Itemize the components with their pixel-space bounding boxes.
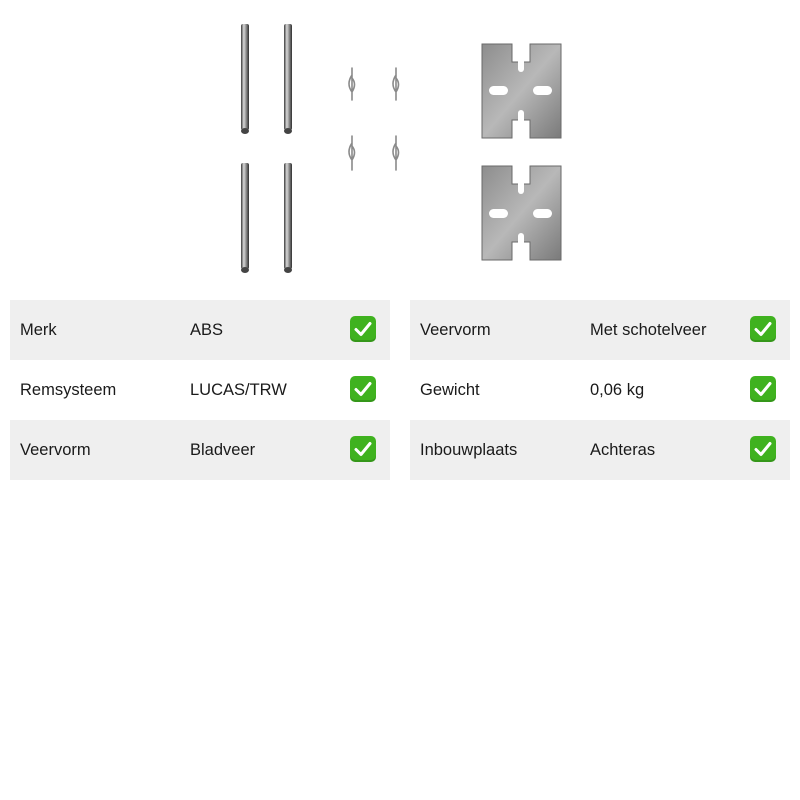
spec-value: Achteras: [590, 441, 656, 459]
spec-value: 0,06 kg: [590, 381, 645, 399]
spec-row-remsysteem: [10, 360, 390, 420]
spec-value: LUCAS/TRW: [190, 381, 287, 399]
spec-label: Remsysteem: [20, 381, 117, 399]
spec-table-right: [410, 300, 790, 480]
spring-clip: [393, 68, 399, 100]
spring-plate: [482, 166, 561, 260]
check-mark-icon: [750, 316, 776, 342]
spec-label: Gewicht: [420, 381, 480, 399]
check-mark-icon: [350, 436, 376, 462]
spec-value: Met schotelveer: [590, 321, 707, 339]
check-mark-icon: [350, 376, 376, 402]
check-mark-icon: [750, 436, 776, 462]
spec-row-gewicht: [410, 360, 790, 420]
product-image: [0, 0, 800, 290]
spring-clip: [349, 136, 355, 170]
guide-pin: [284, 163, 292, 273]
check-mark-icon: [750, 376, 776, 402]
spec-label: Merk: [20, 321, 57, 339]
spring-clip: [349, 68, 355, 100]
guide-pin: [241, 24, 249, 134]
spec-row-veervorm: [410, 300, 790, 360]
spec-label: Veervorm: [20, 441, 91, 459]
guide-pin: [284, 24, 292, 134]
spec-label: Veervorm: [420, 321, 491, 339]
spring-plate: [482, 44, 561, 138]
spring-clip: [393, 136, 399, 170]
spec-label: Inbouwplaats: [420, 441, 518, 459]
spec-row-inbouwplaats: [410, 420, 790, 480]
spec-row-veervorm: [10, 420, 390, 480]
check-mark-icon: [350, 316, 376, 342]
spec-row-merk: [10, 300, 390, 360]
spec-value: Bladveer: [190, 441, 256, 459]
spec-value: ABS: [190, 321, 224, 339]
guide-pin: [241, 163, 249, 273]
spec-table-left: [10, 300, 390, 480]
